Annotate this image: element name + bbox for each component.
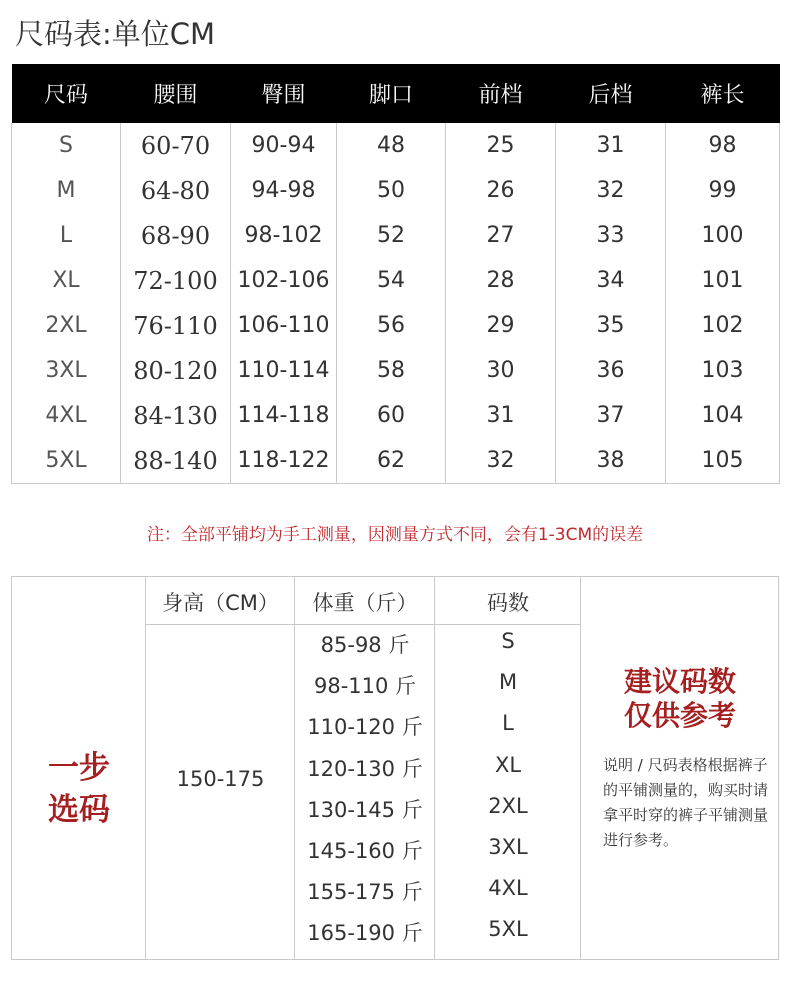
table-cell: 33	[556, 213, 666, 258]
step-label	[12, 747, 146, 831]
table-cell: 30	[446, 348, 556, 393]
header-back-rise: 后档	[556, 64, 666, 123]
table-cell: 100	[666, 213, 780, 258]
step-label-line2: 选码	[48, 792, 110, 828]
table-cell: 32	[556, 168, 666, 213]
table-cell: 98	[666, 123, 780, 168]
table-cell: 32	[446, 438, 556, 484]
table-cell: 31	[446, 393, 556, 438]
advice-description: 说明 / 尺码表格根据裤子的平铺测量的，购买时请拿平时穿的裤子平铺测量进行参考。	[603, 756, 769, 849]
advice-title-line1: 建议码数	[623, 665, 736, 698]
table-row	[12, 258, 780, 303]
size-code-cell: 4XL	[488, 876, 528, 901]
table-cell: 76-110	[121, 303, 231, 348]
size-code-cell: XL	[494, 752, 522, 777]
table-cell: 35	[556, 303, 666, 348]
table-cell: 56	[337, 303, 446, 348]
size-label-cell: S	[12, 123, 121, 168]
size-code-cell: 2XL	[488, 793, 528, 818]
table-cell: 84-130	[121, 393, 231, 438]
table-cell: 60-70	[121, 123, 231, 168]
size-code-cell: L	[502, 711, 514, 736]
size-recommendation-table	[11, 576, 779, 960]
table-cell: 29	[446, 303, 556, 348]
table-cell: 27	[446, 213, 556, 258]
table-cell: 38	[556, 438, 666, 484]
table-row	[12, 123, 780, 168]
table-cell: 90-94	[231, 123, 337, 168]
table-row	[12, 303, 780, 348]
table-cell: 25	[446, 123, 556, 168]
table-cell: 94-98	[231, 168, 337, 213]
size-label-cell: L	[12, 213, 121, 258]
table-cell: 104	[666, 393, 780, 438]
table-row	[12, 438, 780, 484]
table-cell: 110-114	[231, 348, 337, 393]
table-cell: 98-102	[231, 213, 337, 258]
table-cell: 101	[666, 258, 780, 303]
weight-range-cell: 110-120 斤	[307, 715, 423, 740]
weight-range-cell: 98-110 斤	[313, 674, 417, 699]
table-cell: 118-122	[231, 438, 337, 484]
header-front-rise: 前档	[446, 64, 556, 123]
page-title: 尺码表:单位CM	[15, 17, 216, 51]
table-cell: 28	[446, 258, 556, 303]
step-label-line1: 一步	[48, 750, 110, 786]
header-height: 身高（CM）	[146, 577, 295, 625]
header-length: 裤长	[666, 64, 780, 123]
table-cell: 52	[337, 213, 446, 258]
table-row	[12, 393, 780, 438]
size-code-cell: S	[501, 629, 515, 653]
table-row	[12, 213, 780, 258]
table-cell: 37	[556, 393, 666, 438]
weight-range-cell: 145-160 斤	[307, 839, 423, 863]
size-code-cell: 3XL	[488, 835, 528, 859]
size-label-cell: 4XL	[12, 393, 121, 438]
weight-range-cell: 155-175 斤	[307, 880, 423, 905]
table-cell: 114-118	[231, 393, 337, 438]
table-cell: 99	[666, 168, 780, 213]
header-weight: 体重（斤）	[295, 577, 435, 625]
size-label-cell: XL	[12, 258, 121, 303]
table-cell: 72-100	[121, 258, 231, 303]
table-cell: 31	[556, 123, 666, 168]
table-cell: 50	[337, 168, 446, 213]
header-size: 尺码	[12, 64, 121, 123]
table-cell: 88-140	[121, 438, 231, 484]
table-cell: 106-110	[231, 303, 337, 348]
weight-range-cell: 85-98 斤	[320, 633, 410, 657]
header-hem: 脚口	[337, 64, 446, 123]
size-label-cell: M	[12, 168, 121, 213]
advice-title	[582, 665, 778, 733]
size-code-cell: 5XL	[488, 917, 528, 942]
table-row	[12, 168, 780, 213]
table-cell: 58	[337, 348, 446, 393]
size-table-header-row	[12, 64, 780, 123]
size-label-cell: 2XL	[12, 303, 121, 348]
weight-range-cell: 165-190 斤	[307, 921, 423, 946]
table-cell: 68-90	[121, 213, 231, 258]
size-chart-table	[11, 64, 780, 484]
size-code-cell: M	[498, 670, 518, 695]
table-cell: 80-120	[121, 348, 231, 393]
table-row	[12, 348, 780, 393]
size-label-cell: 5XL	[12, 438, 121, 484]
table-cell: 54	[337, 258, 446, 303]
table-cell: 102-106	[231, 258, 337, 303]
measurement-note: 注：全部平铺均为手工测量，因测量方式不同，会有1-3CM的误差	[146, 525, 644, 545]
table-cell: 60	[337, 393, 446, 438]
table-cell: 103	[666, 348, 780, 393]
table-cell: 36	[556, 348, 666, 393]
table-cell: 102	[666, 303, 780, 348]
size-label-cell: 3XL	[12, 348, 121, 393]
table-cell: 64-80	[121, 168, 231, 213]
weight-range-cell: 130-145 斤	[307, 797, 423, 822]
height-range: 150-175	[176, 767, 265, 791]
table-cell: 62	[337, 438, 446, 484]
header-waist: 腰围	[121, 64, 231, 123]
advice-title-line2: 仅供参考	[623, 699, 736, 732]
table-cell: 48	[337, 123, 446, 168]
table-cell: 105	[666, 438, 780, 484]
header-size-count: 码数	[435, 577, 581, 625]
weight-range-cell: 120-130 斤	[307, 756, 423, 781]
header-hip: 臀围	[231, 64, 337, 123]
table-cell: 34	[556, 258, 666, 303]
table-cell: 26	[446, 168, 556, 213]
